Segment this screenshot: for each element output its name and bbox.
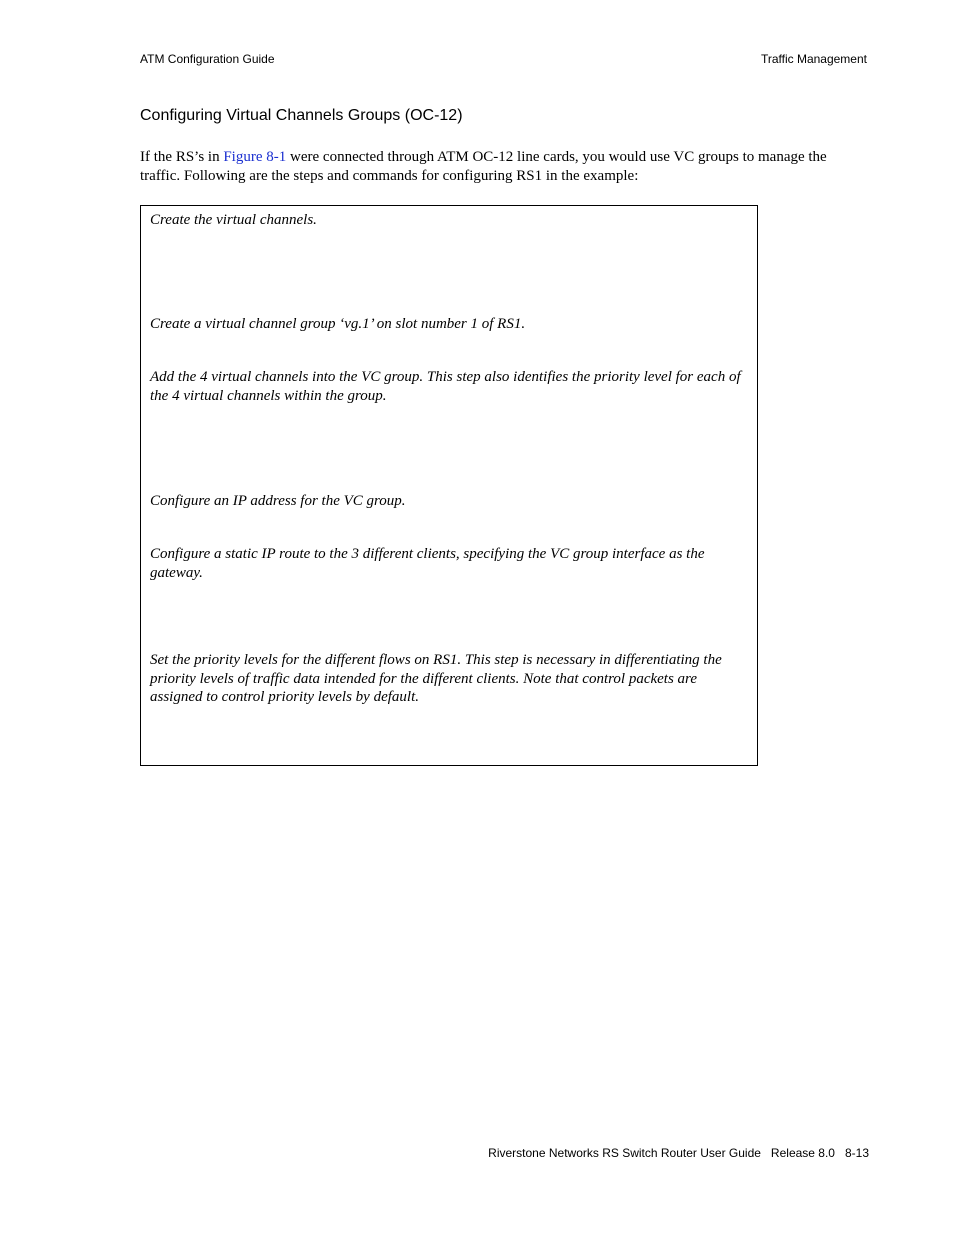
running-header-right: Traffic Management — [760, 52, 867, 66]
step-create-vc-group: Create a virtual channel group ‘vg.1’ on slot number 1 of RS1. — [150, 316, 526, 332]
step-configure-ip-address: Configure an IP address for the VC group. — [150, 493, 406, 509]
intro-text-before-link: If the RS’s in — [140, 149, 224, 165]
configuration-steps-box — [140, 205, 758, 766]
running-header-left: ATM Configuration Guide — [140, 52, 275, 66]
step-add-channels-to-group: Add the 4 virtual channels into the VC group. This step also identifies the priority level for each of the 4 virtual channels within the group. — [150, 369, 741, 404]
intro-paragraph — [140, 148, 860, 185]
page-footer: Riverstone Networks RS Switch Router User Guide Release 8.0 8-13 — [488, 1146, 869, 1160]
step-create-virtual-channels: Create the virtual channels. — [150, 212, 317, 228]
figure-8-1-link[interactable]: Figure 8-1 — [223, 149, 287, 165]
step-configure-static-route: Configure a static IP route to the 3 different clients, specifying the VC group interface as the gateway. — [150, 546, 705, 581]
step-set-priority-levels: Set the priority levels for the different flows on RS1. This step is necessary in differentiating the priority levels of traffic data intended for the different clients. Note that control packets are assigned to control priority levels by default. — [150, 652, 722, 705]
intro-text-after-link: were connected through ATM OC-12 line cards, you would use VC groups to manage the traffic. Following are the steps and commands for configuring RS1 in the example: — [140, 149, 827, 184]
section-title: Configuring Virtual Channels Groups (OC-12) — [140, 107, 463, 124]
